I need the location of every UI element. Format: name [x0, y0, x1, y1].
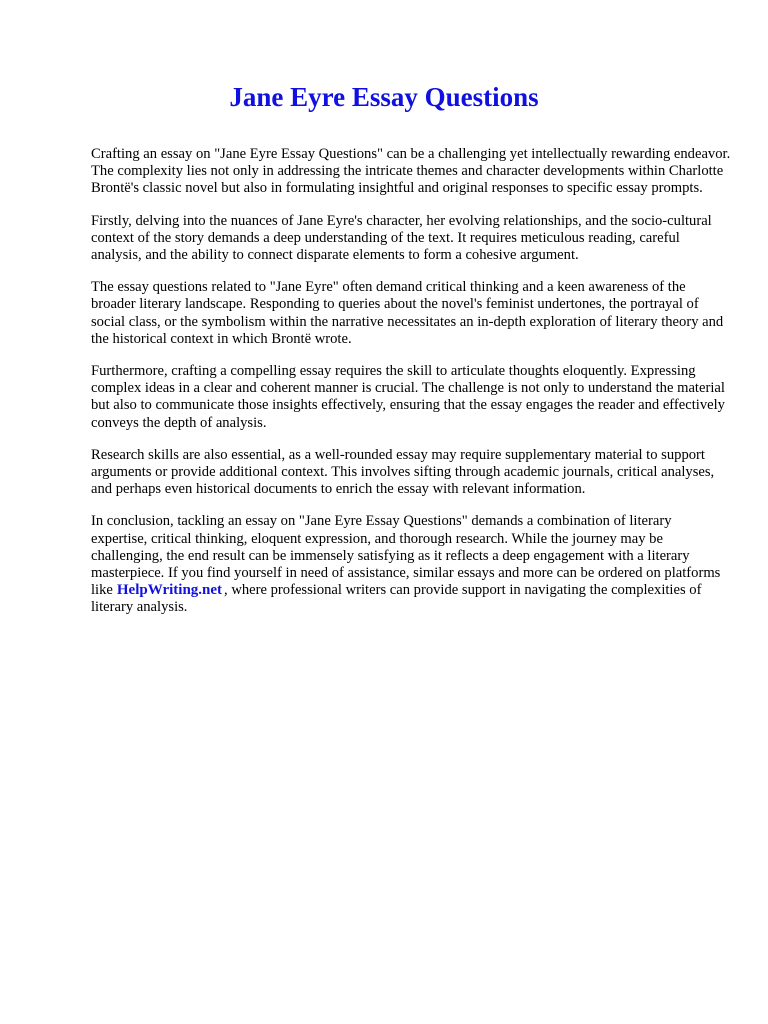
helpwriting-link[interactable]: HelpWriting.net [116, 582, 223, 599]
conclusion-text-before-link: In conclusion, tackling an essay on "Jane Eyre Essay Questions" demands a combination of literary expertise, critical thinking, eloquent expression, and thorough research. While the journey may be challenging, the end result can be immensely satisfying as it reflects a deep engagement with a literary masterpiece. If you find yourself in need of assistance, similar essays and more can be ordered on platforms like [91, 513, 721, 599]
paragraph-conclusion [91, 513, 731, 616]
essay-body [91, 146, 731, 632]
paragraph-articulation: Furthermore, crafting a compelling essay requires the skill to articulate thoughts eloquently. Expressing complex ideas in a clear and coherent manner is crucial. The challenge is not only to understand the material but also to communicate those insights effectively, ensuring that the essay engages the reader and effectively conveys the depth of analysis. [91, 363, 725, 431]
conclusion-text-after-link: , where professional writers can provide support in navigating the complexities of literary analysis. [91, 582, 702, 616]
paragraph-research: Research skills are also essential, as a well-rounded essay may require supplementary material to support arguments or provide additional context. This involves sifting through academic journals, critical analyses, and perhaps even historical documents to enrich the essay with relevant information. [91, 446, 715, 498]
paragraph-intro: Crafting an essay on "Jane Eyre Essay Questions" can be a challenging yet intellectually rewarding endeavor. The complexity lies not only in addressing the intricate themes and character developments within Charlotte Brontë's classic novel but also in formulating insightful and original responses to specific essay prompts. [91, 146, 731, 197]
paragraph-critical-thinking: The essay questions related to "Jane Eyre" often demand critical thinking and a keen awareness of the broader literary landscape. Responding to queries about the novel's feminist undertones, the portrayal of social class, or the symbolism within the narrative necessitates an in-depth exploration of literary theory and the historical context in which Brontë wrote. [91, 279, 724, 347]
page-title: Jane Eyre Essay Questions [229, 82, 539, 112]
paragraph-character: Firstly, delving into the nuances of Jane Eyre's character, her evolving relationships, and the socio-cultural context of the story demands a deep understanding of the text. It requires meticulous reading, careful analysis, and the ability to connect disparate elements to form a cohesive argument. [91, 212, 712, 264]
